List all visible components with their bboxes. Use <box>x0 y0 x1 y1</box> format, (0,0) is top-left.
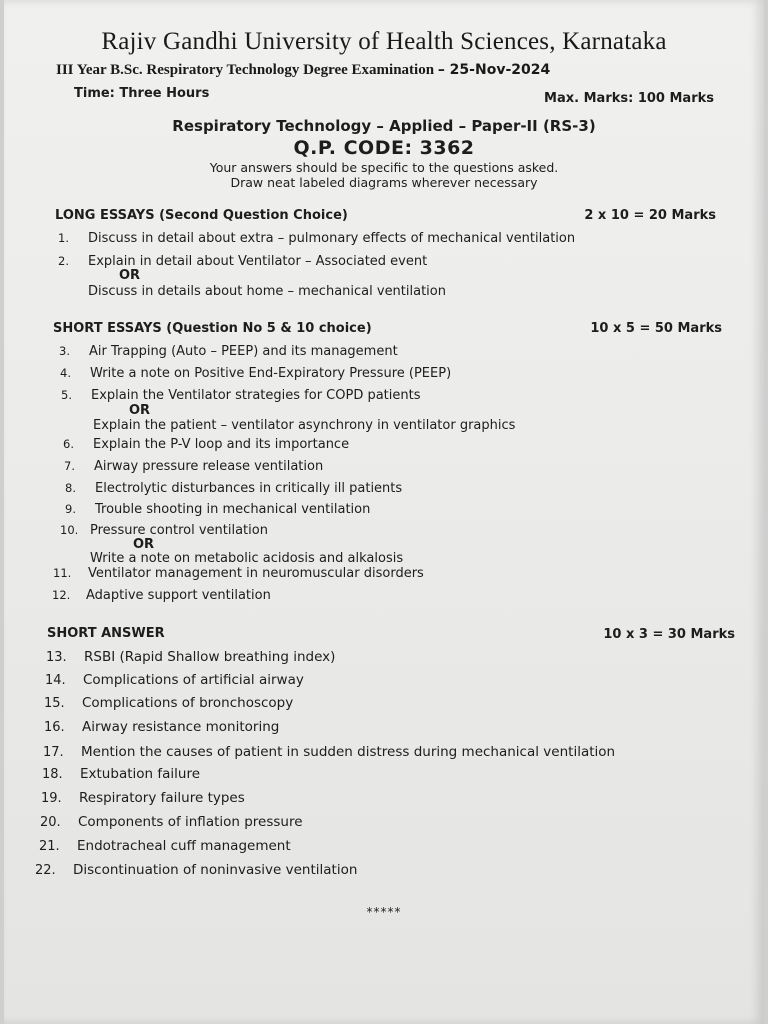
question-5-alternative: Explain the patient – ventilator asynchrony in ventilator graphics <box>93 418 516 433</box>
question-text: Components of inflation pressure <box>78 814 303 830</box>
question-text: Explain the P-V loop and its importance <box>93 437 350 452</box>
question-number: 20. <box>40 815 61 830</box>
exam-name: III Year B.Sc. Respiratory Technology Degree Examination <box>56 62 435 78</box>
university-title: Rajiv Gandhi University of Health Sciences, Karnataka <box>101 28 667 55</box>
exam-date: – 25-Nov-2024 <box>437 62 551 78</box>
long-essays-marks: 2 x 10 = 20 Marks <box>584 208 716 223</box>
or-label: OR <box>129 403 151 418</box>
question-9 <box>65 502 370 517</box>
question-number: 3. <box>59 344 70 358</box>
or-label: OR <box>119 268 141 283</box>
question-text: Endotracheal cuff management <box>77 838 291 854</box>
question-22 <box>35 862 357 878</box>
question-number: 7. <box>64 459 75 473</box>
max-marks: Max. Marks: 100 Marks <box>544 91 714 106</box>
question-number: 8. <box>65 481 76 495</box>
question-18 <box>42 766 200 782</box>
short-essays-marks: 10 x 5 = 50 Marks <box>590 321 722 336</box>
question-text: Airway pressure release ventilation <box>94 459 324 474</box>
instruction-diagrams: Draw neat labeled diagrams wherever necessary <box>230 175 538 190</box>
question-text: Explain in detail about Ventilator – Associated event <box>88 254 428 269</box>
question-number: 9. <box>65 502 76 516</box>
question-text: Electrolytic disturbances in critically ill patients <box>95 481 403 496</box>
question-12 <box>52 588 271 603</box>
question-number: 18. <box>42 767 63 782</box>
question-text: Explain the Ventilator strategies for COPD patients <box>91 388 421 403</box>
short-essays-title: SHORT ESSAYS (Question No 5 & 10 choice) <box>53 321 372 336</box>
question-number: 16. <box>44 720 65 735</box>
question-text: Airway resistance monitoring <box>82 719 280 735</box>
question-text: Complications of artificial airway <box>83 672 304 688</box>
question-21 <box>39 838 291 854</box>
question-number: 14. <box>45 673 66 688</box>
exam-duration: Time: Three Hours <box>74 86 210 101</box>
question-text: Ventilator management in neuromuscular disorders <box>88 566 424 581</box>
long-essays-title: LONG ESSAYS (Second Question Choice) <box>55 208 348 223</box>
question-number: 4. <box>60 366 71 380</box>
question-7 <box>64 459 323 474</box>
question-number: 19. <box>41 791 62 806</box>
end-marker: ***** <box>366 905 402 919</box>
question-number: 10. <box>60 523 79 537</box>
question-16 <box>44 719 279 735</box>
question-text: Trouble shooting in mechanical ventilation <box>95 502 371 517</box>
question-4 <box>60 366 451 381</box>
question-paper <box>4 0 764 1024</box>
question-number: 15. <box>44 696 65 711</box>
subject-title: Respiratory Technology – Applied – Paper-II (RS-3) <box>172 117 596 135</box>
qp-code: Q.P. CODE: 3362 <box>293 137 475 159</box>
question-text: Discontinuation of noninvasive ventilation <box>73 862 358 878</box>
instruction-specific: Your answers should be specific to the questions asked. <box>209 160 559 175</box>
question-number: 1. <box>58 231 69 245</box>
question-2 <box>58 254 427 269</box>
question-19 <box>41 790 245 806</box>
question-number: 12. <box>52 588 71 602</box>
question-text: Respiratory failure types <box>79 790 245 806</box>
question-5 <box>61 388 421 403</box>
question-20 <box>40 814 303 830</box>
question-text: Discuss in detail about extra – pulmonary effects of mechanical ventilation <box>88 231 576 246</box>
question-number: 22. <box>35 863 56 878</box>
question-text: Extubation failure <box>80 766 201 782</box>
short-answer-marks: 10 x 3 = 30 Marks <box>603 627 735 642</box>
question-number: 13. <box>46 650 67 665</box>
question-number: 21. <box>39 839 60 854</box>
question-11 <box>53 566 424 581</box>
question-number: 11. <box>53 566 72 580</box>
question-1 <box>58 231 575 246</box>
question-8 <box>65 481 402 496</box>
question-10-alternative: Write a note on metabolic acidosis and alkalosis <box>90 551 404 566</box>
question-10 <box>60 523 268 538</box>
question-6 <box>63 437 349 452</box>
question-number: 17. <box>43 745 64 760</box>
question-text: Adaptive support ventilation <box>86 588 271 603</box>
question-text: Complications of bronchoscopy <box>82 695 294 711</box>
question-text: Pressure control ventilation <box>90 523 268 538</box>
or-label: OR <box>133 537 155 552</box>
question-number: 2. <box>58 254 69 268</box>
question-2-alternative: Discuss in details about home – mechanical ventilation <box>88 284 446 299</box>
question-15 <box>44 695 293 711</box>
question-3 <box>59 344 398 359</box>
question-text: Air Trapping (Auto – PEEP) and its management <box>89 344 398 359</box>
exam-title <box>56 62 550 79</box>
question-14 <box>45 672 304 688</box>
question-text: Mention the causes of patient in sudden distress during mechanical ventilation <box>81 744 616 760</box>
question-number: 5. <box>61 388 72 402</box>
question-text: RSBI (Rapid Shallow breathing index) <box>84 649 336 665</box>
question-text: Write a note on Positive End-Expiratory Pressure (PEEP) <box>90 366 452 381</box>
question-13 <box>46 649 335 665</box>
question-number: 6. <box>63 437 74 451</box>
question-17 <box>43 744 615 760</box>
short-answer-title: SHORT ANSWER <box>47 626 165 641</box>
